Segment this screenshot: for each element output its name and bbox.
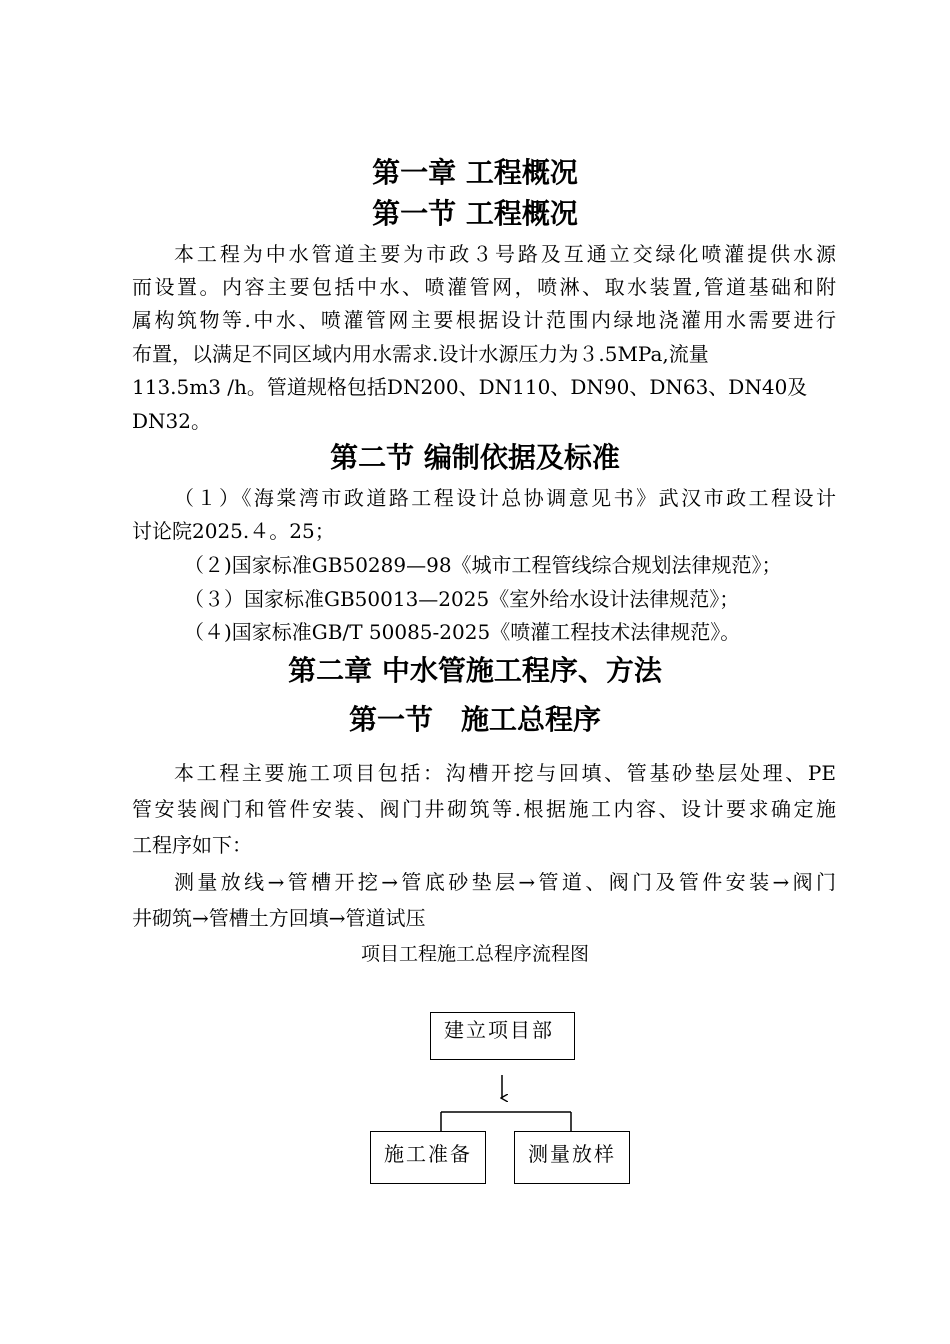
flowchart-caption: 项目工程施工总程序流程图 — [360, 943, 589, 965]
paragraph-line: 布置，以满足不同区域内用水需求.设计水源压力为３.5MPa,流量 — [132, 342, 709, 366]
paragraph-line: 本工程主要施工项目包括：沟槽开挖与回填、管基砂垫层处理、PE — [174, 761, 836, 785]
paragraph-line: 工程序如下： — [132, 833, 252, 857]
reference-item: （２)国家标准GB50289—98《城市工程管线综合规划法律规范》； — [184, 553, 782, 577]
flow-node-survey: 测量放样 — [514, 1131, 630, 1184]
flow-node-setup: 建立项目部 — [430, 1012, 575, 1060]
paragraph-line: 属构筑物等.中水、喷灌管网主要根据设计范围内绿地浇灌用水需要进行 — [132, 308, 836, 332]
reference-item: （１）《海棠湾市政道路工程设计总协调意见书》武汉市政工程设计 — [174, 486, 836, 510]
paragraph-line: 113.5m3 /h。管道规格包括DN200、DN110、DN90、DN63、DN40及 — [132, 375, 808, 399]
chapter-1-section-2-title: 第二节 编制依据及标准 — [330, 441, 620, 474]
process-sequence-line: 测量放线→管槽开挖→管底砂垫层→管道、阀门及管件安装→阀门 — [174, 870, 836, 894]
chapter-1-title: 第一章 工程概况 — [372, 156, 578, 189]
flow-node-prep: 施工准备 — [370, 1131, 486, 1184]
paragraph-line: DN32。 — [132, 409, 211, 433]
process-sequence-line: 井砌筑→管槽土方回填→管道试压 — [132, 906, 426, 930]
chapter-2-title: 第二章 中水管施工程序、方法 — [288, 654, 662, 687]
paragraph-line: 而设置。内容主要包括中水、喷灌管网，喷淋、取水装置,管道基础和附 — [132, 275, 836, 299]
reference-item: 讨论院2025.４。25； — [132, 519, 335, 543]
paragraph-line: 管安装阀门和管件安装、阀门井砌筑等.根据施工内容、设计要求确定施 — [132, 797, 836, 821]
chapter-2-section-1-title: 第一节 施工总程序 — [348, 703, 601, 736]
chapter-1-section-1-title: 第一节 工程概况 — [372, 197, 578, 230]
reference-item: （４)国家标准GB/T 50085-2025《喷灌工程技术法律规范》。 — [184, 620, 741, 644]
reference-item: （３）国家标准GB50013—2025《室外给水设计法律规范》； — [184, 587, 740, 611]
paragraph-line: 本工程为中水管道主要为市政３号路及互通立交绿化喷灌提供水源 — [174, 242, 836, 266]
